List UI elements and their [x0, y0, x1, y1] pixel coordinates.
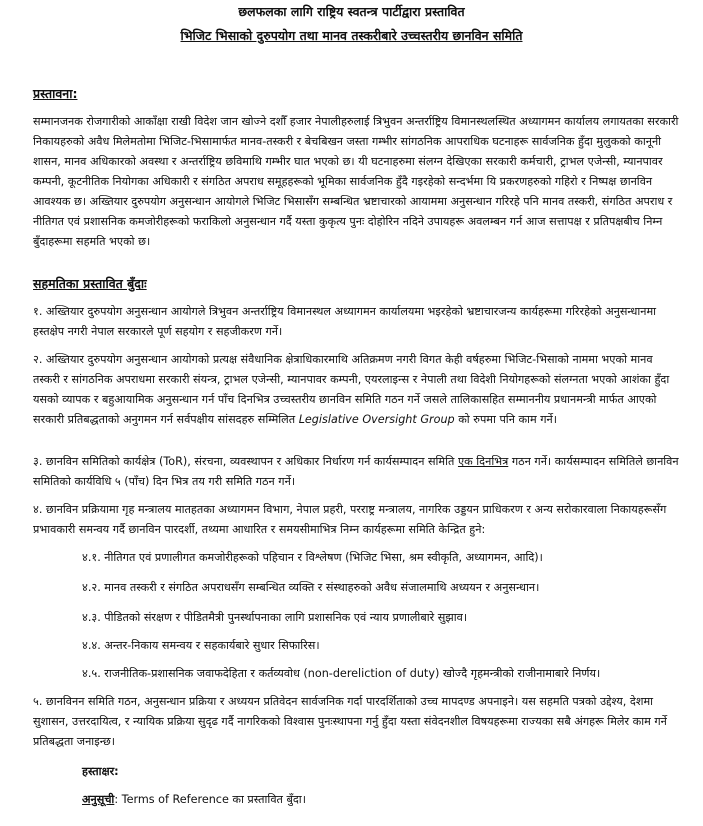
sub-point-4-1: ४.१. नीतिगत एवं प्रणालीगत कमजोरीहरूको पहिचान र विश्लेषण (भिजिट भिसा, श्रम स्वीकृति, अध्यागमन, आदि)।: [82, 551, 543, 564]
document-title: छलफलका लागि राष्ट्रिय स्वतन्त्र पार्टीद्वारा प्रस्तावित: [238, 4, 465, 19]
sub-point-4-4: ४.४. अन्तर-निकाय समन्वय र सहकार्यबारे सुधार सिफारिस।: [82, 639, 320, 652]
preamble-heading: प्रस्तावना:: [33, 86, 78, 101]
point-3: [33, 452, 681, 492]
annex-line: [82, 792, 306, 808]
point-3-text-end: गठन गर्ने। कार्यसम्पादन समितिले छानविन समितिको कार्यविधि ५ (पाँच) दिन भित्र तय गरी समिति गठन गर्ने।: [33, 455, 679, 488]
points-heading: सहमतिका प्रस्तावित बुँदाः: [33, 276, 147, 291]
point-4: ४. छानविन प्रक्रियामा गृह मन्त्रालय मातहतका अध्यागमन विभाग, नेपाल प्रहरी, परराष्ट्र मन्त्रालय, नागरिक उड्डयन प्राधिकरण र अन्य सरोकारवाला निकायहरूसँग प्रभावकारी समन्वय गर्दै छानविन पारदर्शी, तथ्यमा आधारित र समयसीमाभित्र निम्न कार्यहरूमा समिति केन्द्रित हुने:: [33, 503, 667, 536]
point-2-text: २. अख्तियार दुरुपयोग अनुसन्धान आयोगको प्रत्यक्ष संवैधानिक क्षेत्राधिकारमाथि अतिक्रमण नगरी विगत केही वर्षहरुमा भिजिट-भिसाको नाममा भएको मानव तस्करी र सांगठनिक अपराधमा सरकारी संयन्त्र, ट्राभल एजेन्सी, म्यानपावर कम्पनी, एयरलाइन्स र नेपाली तथा विदेशी नियोगहरूको संलग्नता भएको आशंका हुँदा यसको व्यापक र बहुआयामिक अनुसन्धान गर्न पाँच दिनभित्र उच्चस्तरीय छानविन समिति गठन गर्ने जसले तालिकासहित सम्माननीय प्रधानमन्त्री मार्फत आएको सरकारी प्रतिबद्धताको अनुगमन गर्न सर्वपक्षीय सांसदहरु सम्मिलित: [33, 353, 670, 426]
sub-point-4-2: ४.२. मानव तस्करी र संगठित अपराधसँग सम्बन्धित व्यक्ति र संस्थाहरुको अवैध संजालमाथि अध्ययन र अनुसन्धान।: [82, 581, 540, 594]
sub-point-4-3: ४.३. पीडितको संरक्षण र पीडितमैत्री पुनर्स्थापनाका लागि प्रशासनिक एवं न्याय प्रणालीबारे सुझाव।: [82, 611, 468, 624]
point-1: १. अख्तियार दुरुपयोग अनुसन्धान आयोगले त्रिभुवन अन्तर्राष्ट्रिय विमानस्थल अध्यागमन कार्यालयमा भइरहेको भ्रष्टाचारजन्य कार्यहरूमा गरिरहेको अनुसन्धानमा हस्तक्षेप नगरी नेपाल सरकारले पूर्ण सहयोग र सहजीकरण गर्ने।: [33, 305, 657, 338]
point-2-italic-term: Legislative Oversight Group: [298, 413, 455, 426]
point-5: ५. छानविनन समिति गठन, अनुसन्धान प्रक्रिया र अध्ययन प्रतिवेदन सार्वजनिक गर्दा पारदर्शिताको उच्च मापदण्ड अपनाइने। यस सहमति पत्रको उद्देश्य, देशमा सुशासन, उत्तरदायित्व, र न्यायिक प्रक्रिया सुदृढ गर्दै नागरिकको विश्वास पुनःस्थापना गर्नु हुँदा यस्ता संवेदनशील विषयहरूमा राज्यका सबै अंगहरू मिलेर काम गर्ने प्रतिबद्धता जनाइन्छ।: [33, 695, 667, 748]
point-3-text: ३. छानविन समितिको कार्यक्षेत्र (ToR), संरचना, व्यवस्थापन र अधिकार निर्धारण गर्न कार्यसम्पादन समिति: [33, 455, 458, 468]
point-2: [33, 350, 681, 430]
signature-label: हस्ताक्षर:: [82, 765, 119, 778]
annex-label: अनुसूची: [82, 793, 115, 806]
sub-point-4-5: ४.५. राजनीतिक-प्रशासनिक जवाफदेहिता र कर्तव्यवोध (non-dereliction of duty) खोज्दै गृहमन्त्रीको राजीनामाबारे निर्णय।: [82, 667, 601, 680]
point-3-underlined: एक दिनभित्र: [457, 455, 509, 468]
preamble-text: सम्मानजनक रोजगारीको आकाँक्षा राखी विदेश जान खोज्ने दशौँ हजार नेपालीहरुलाई त्रिभुवन अन्तर्राष्ट्रिय विमानस्थलस्थित अध्यागमन कार्यालय लगायतका सरकारी निकायहरुको अवैध मिलेमतोमा भिजिट-भिसामार्फत मानव-तस्करी र बेचबिखन जस्ता गम्भीर सांगठनिक आपराधिक घटनाहरू सार्वजनिक हुँदा मुलुकको कानूनी शासन, मानव अधिकारको अवस्था र अन्तर्राष्ट्रिय छविमाथि गम्भीर घात भएको छ। यी घटनाहरुमा संलग्न देखिएका सरकारी कर्मचारी, ट्राभल एजेन्सी, म्यानपावर कम्पनी, कूटनीतिक नियोगका अधिकारी र संगठित अपराध समूहहरूको भूमिका सार्वजनिक हुँदै गइरहेको सन्दर्भमा यि प्रकरणहरुको गहिरो र निष्पक्ष छानविन आवश्यक छ। अख्तियार दुरुपयोग अनुसन्धान आयोगले भिजिट भिसासँग सम्बन्धित भ्रष्टाचारको आयाममा अनुसन्धान गरिरहे पनि मानव तस्करी, संगठित अपराध र नीतिगत एवं प्रशासनिक कमजोरीहरूको फराकिलो अनुसन्धान गर्दै यस्ता कुकृत्य पुनः दोहोरिन नदिने उपायहरू अवलम्बन गर्न आज सत्तापक्ष र प्रतिपक्षबीच निम्न बुँदाहरूमा सहमति भएको छ।: [33, 115, 679, 248]
annex-text: : Terms of Reference का प्रस्तावित बुँदा।: [114, 793, 306, 806]
point-2-text-end: को रुपमा पनि काम गर्ने।: [454, 413, 557, 426]
document-subtitle: भिजिट भिसाको दुरुपयोग तथा मानव तस्करीबारे उच्चस्तरीय छानविन समिति: [180, 28, 523, 43]
